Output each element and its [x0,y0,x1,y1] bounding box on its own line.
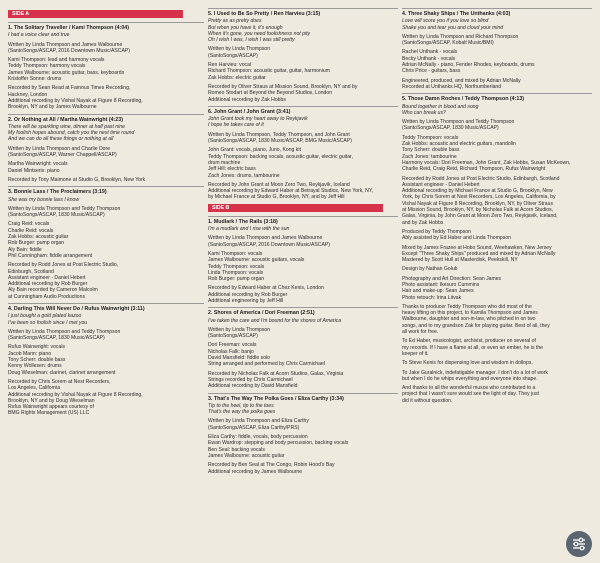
performer-credit: Rob Burger: pump organ [8,240,65,247]
performer-credit: Charlie Reid, Craig Reid, Richard Thompson, Rufus Wainwright [402,166,546,173]
recording-note: Recorded by Tony Maimone at Studio G, Brooklyn, New York [8,176,146,183]
performer-credit: Tony Scherr: double bass [402,147,460,154]
credit-line: Photo retouch: Irina Litvak [402,294,462,301]
credit-line: To Jake Guralnick, indefatigable manager. I don't do a lot of work [402,369,548,376]
performer-credit: Harmony vocals: Dori Freeman, John Grant, Zak Hobbs, Susan McKeown, [402,159,571,166]
recording-note: Additional recording by Edward Haber at Betrayal Studios, New York, NY, [208,188,373,195]
track-lyric: Who can break us? [402,109,446,116]
credit-line: Ably assisted by Ed Haber and Linda Thompson [402,235,511,242]
writing-credit: Written by Linda Thompson and Richard Thompson [402,33,519,40]
recording-note: and by Zak Hobbs [402,219,444,226]
track-lyric: Tip to the heel, tip to the toes [208,402,274,409]
track-title: 5. Those Damn Roches / Teddy Thompson (4:13) [402,96,525,103]
performer-credit: Dori Freeman: vocals [208,342,257,349]
recording-note: Additional recording by Vishal Nayak at Figure 8 Recording, [8,97,143,104]
writing-credit: Written by Linda Thompson and Teddy Thompson [402,119,515,126]
recording-note: Galax, Virginia, by John Grant at Moon Zero Two, Reykjavik, Iceland, [402,213,558,220]
writing-credit: (SantoSongs/ASCAP, 1830 Music/ASCAP) [8,335,105,342]
recording-note: Recorded by Sean Read at Famous Times Recording, [8,85,131,92]
track-title: 6. John Grant / John Grant (3:41) [208,108,291,115]
thanks-section [402,304,592,404]
track-lyric: John Grant took my heart away to Reykjavik [208,116,308,123]
performer-credit: Ewan Wardrop: stepping and body percussion, backing vocals [208,440,349,447]
track-lyric: Shake you and tear you and cloud your mind [402,24,504,31]
credit-line: Except "Three Shaky Ships" produced and mixed by Adrian McNally [402,250,556,257]
track-lyric: Oh I wish I was, I wish I was still pretty [208,37,295,44]
track-entry [208,106,398,201]
performer-credit: Jacob Mann: piano [8,350,52,357]
writing-credit: Written by Linda Thompson [208,46,271,53]
writing-credit: Written by Linda Thompson [208,326,271,333]
performer-credit: Zak Hobbs: acoustic and electric guitars, mandolin [402,141,516,148]
writing-credit: (SantoSongs/ASCAP, 1830 Music/ASCAP) [402,125,499,132]
performer-credit: Zach Jones: drums, tambourine [208,172,280,179]
recording-note: at Cunningham Audio Productions [8,293,86,300]
track-entry [208,216,398,305]
track-entry [402,8,592,90]
recording-note: by Michael France at Studio G, Brooklyn, NY, and by Jeff Hill [208,194,345,201]
track-title: 4. Three Shaky Ships / The Unthanks (4:03) [402,11,511,17]
track-entry [8,114,204,184]
credit-line: Hair and make-up: Sean James [402,288,474,295]
performer-credit: Aly Bain: fiddle [8,246,42,253]
writing-credit: (SantoSongs/ASCAP, 1830 Music/ASCAP, BMG Music/ASCAP) [208,138,352,145]
recording-note: Recorded by Edward Haber at Chez Kenis, London [208,285,324,292]
performer-credit: Nicholas Falk: banjo [208,348,254,355]
performer-credit: Ren Harvieu: vocal [208,62,252,69]
track-lyric: Pretty as as pretty does [208,18,262,25]
recording-note: Brooklyn, NY and by James Walbourne [8,104,97,111]
performer-credit: Kristoffer Sonne: drums [8,76,62,83]
performer-credit: Kami Thompson: lead and harmony vocals [8,57,105,64]
track-lyric: I'm a mudlark and I rise with the sun [208,226,290,233]
performer-credit: Rachel Unthank - vocals [402,49,458,56]
writing-credit: Written by Linda Thompson and Charlie Dore [8,145,111,152]
recording-note: Recorded at Unthanks HQ, Northumberland [402,83,502,90]
col3-tracks [402,8,592,226]
recording-note: Additional recording by Michael France at Studio G, Brooklyn, New [402,188,553,195]
performer-credit: Charlie Reid: vocals [8,227,54,234]
track-title: 5. I Used to Be So Pretty / Ren Harvieu (3:15) [208,11,321,17]
performer-credit: Becky Unthank - vocals [402,55,456,62]
performer-credit: James Walbourne: acoustic guitar [208,452,285,459]
recording-note: Additional recording by James Walbourne [208,468,303,475]
recording-note: at Mission Sound, Brooklyn, NY, by Nicholas Falk at Acorn Studios, [402,207,554,214]
performer-credit: Eliza Carthy: fiddle, vocals, body percussion [208,434,308,441]
credit-line: project that I wasn't sure would see the light of day. They just [402,391,539,398]
column-left [8,8,204,560]
writing-credit: Written by Linda Thompson and Teddy Thompson [8,328,121,335]
credit-line: To Ed Haber, musicologist, archivist, producer on several of [402,338,536,345]
performer-credit: John Grant: vocals, piano, Juno, Kong kit [208,147,301,154]
track-lyric: She was my bonnie lass I know [8,196,80,203]
performer-credit: Jeff Hill: electric bass [208,166,256,173]
writing-credit: (SantoSongs/ASCAP, 2016 Downtown Music/ASCAP) [8,47,130,54]
performer-credit: Craig Reid: vocals [8,221,50,228]
credit-line: Thanks to producer Teddy Thompson who did most of the [402,303,532,310]
track-lyric: There will be sparkling wine, dinner at half past nine [8,123,125,130]
writing-credit: Written by Linda Thompson and James Walbourne [208,235,323,242]
writing-credit: (SantoSongs/ASCAP, Warner Chappell/ASCAP) [8,152,117,159]
recording-note: York, by Chris Sorem at Nest Recorders, Los Angeles, California, by [402,194,556,201]
performer-credit: Zach Jones: tambourine [402,153,457,160]
track-title: 3. That's The Way The Polka Goes / Eliza Carthy (3:34) [208,395,344,402]
credit-line: Produced by Teddy Thompson [402,228,471,235]
performer-credit: Teddy Thompson: harmony vocals [8,63,86,70]
performer-credit: James Walbourne: acoustic guitar, bass, keyboards [8,69,125,76]
column-right [402,8,592,560]
track-title: 4. Darling This Will Never Do / Rufus Wainwright (3:11) [8,305,145,312]
recording-note: Brooklyn, NY and by Doug Wieselman [8,397,95,404]
track-lyric: When it's gone, you need foolishness not pity [208,30,311,37]
track-title: 2. Or Nothing at All / Martha Wainwright (4:23) [8,116,123,123]
writing-credit: (SantoSongs/ASCAP) [208,52,258,59]
writing-credit: (SantoSongs/ASCAP, 2016 Downtown Music/ASCAP) [208,241,330,248]
performer-credit: String arranged and performed by Chris Carmichael [208,361,325,368]
performer-credit: Rufus Wainwright: vocals [8,344,65,351]
recording-note: Additional recording by Vishal Nayak at Figure 8 Recording, [8,391,143,398]
performer-credit: David Mansfield: fiddle solo [208,355,271,362]
track-lyric: But when you have it, it's enough [208,24,283,31]
credit-line: Design by Nathan Golub [402,266,458,273]
credit-line: did it without question. [402,397,453,404]
recording-note: Recorded by Oliver Straus at Mission Sound, Brooklyn, NY and by [208,83,358,90]
writing-credit: (SantoSongs/ASCAP, Eliza Carthy/PRS) [208,424,300,431]
track-lyric: Bound together in blood and song [402,103,479,110]
track-lyric: I had a voice clear and true [8,32,70,39]
recording-note: Additional recording by David Mansfield [208,383,298,390]
performer-credit: Linda Thompson: vocals [208,269,264,276]
performer-credit: Martha Wainwright: vocals [8,161,68,168]
recording-note: Rufus Wainwright appears courtesy of [8,404,94,411]
recording-note: Hackney, London [8,91,48,98]
recording-note: Additional recording by Zak Hobbs [208,96,286,103]
credit-line: And thanks to all the wonderful musos who contributed to a [402,385,536,392]
performer-credit: Phil Cunningham: fiddle arrangement [8,252,93,259]
recording-note: Recorded by Ben Seal at The Congo, Robin Hood's Bay [208,462,335,469]
track-entry [8,22,204,111]
side-a-tracks [8,22,204,417]
track-lyric: And we can do all these things or nothing at all [8,136,114,143]
credit-line: my records. If I have a flame at all, or even an ember, he is the [402,344,543,351]
performer-credit: Teddy Thompson: vocals [208,263,265,270]
recording-note: Recorded by John Grant at Moon Zero Two, Reykjavik, Iceland [208,181,350,188]
recording-note: Aly Bain recorded by Cameron Malcolm [8,287,98,294]
column-middle [208,8,398,560]
credit-line: Photo assistant: Ikesuro Cummins [402,281,480,288]
performer-credit: Ben Seal: backing vocals [208,446,265,453]
recording-note: Additional recording by Rob Burger [8,281,88,288]
credit-line: Photography and Art Direction: Sean James [402,275,502,282]
credit-line: Mastered by Scott Hull at Masterdisk, Peekskill, NY [402,257,518,264]
track-lyric: I hope he takes care of it [208,122,264,129]
recording-note: Recorded by Rodd Jones at Post Electric Studio, Edinburgh, Scotland [402,175,560,182]
writing-credit: (SantoSongs/ASCAP, Kobalt Music/BMI) [402,40,494,47]
performer-credit: Teddy Thompson: backing vocals, acoustic guitar, electric guitar, [208,153,353,160]
track-lyric: Love will score you if you love so blind [402,18,489,25]
credit-line: To Steve Kenis for dispensing love and wisdom in dollops. [402,360,533,367]
writing-credit: Written by Linda Thompson, Teddy Thompson, and John Grant [208,131,350,138]
track-title: 1. The Solitary Traveller / Kami Thompson (4:04) [8,25,129,31]
performer-credit: Doug Wieselman: clarinet, clarinet arrangement [8,369,116,376]
recording-note: Edinburgh, Scotland [8,268,54,275]
side-b-label: SIDE B [208,204,383,212]
performer-credit: Zak Hobbs: electric guitar [208,74,266,81]
track-title: 2. Shores of America / Dori Freeman (2:51) [208,310,315,317]
side-a-label: SIDE A [8,10,183,18]
col2-tracks-a [208,8,398,201]
credit-line: Mixed by James Frazee at Hobo Sound, Weehawken, New Jersey [402,244,552,251]
recording-note: Assistant engineer - Daniel Hebert [8,274,86,281]
track-lyric: My foolish hopes abound, catch you the next time round [8,130,135,137]
recording-note: Strings recorded by Chris Carmichael [208,376,293,383]
recording-note: Recorded by Rodd Jones at Post Electric Studio, [8,262,119,269]
credit-line: keeper of it. [402,350,429,357]
writing-credit: (SantoSongs/ASCAP, 1830 Music/ASCAP) [8,212,105,219]
track-lyric: I've taken the care and I'm bound for the shores of America [208,317,342,324]
track-lyric: I've been so foolish since I met you [8,319,88,326]
performer-credit: Richard Thompson: acoustic guitar, guitar, harmonium [208,68,330,75]
performer-credit: Daniel Mintseris: piano [8,167,60,174]
track-entry [402,93,592,226]
track-lyric: That's the way the polka goes [208,409,276,416]
track-lyric: I just bought a gold plated kazoo [8,313,82,320]
credit-line: heavy lifting on this project, to Kamila Thompson and James [402,310,538,317]
track-entry [208,8,398,103]
credit-line: songs, and to my grandson Zak for playing guitar. Best of all, they [402,322,550,329]
track-entry [8,186,204,300]
recording-note: Los Angeles, California [8,385,61,392]
recording-note: Engineered, produced, and mixed by Adrian McNally [402,77,521,84]
performer-credit: Teddy Thompson: vocals [402,134,459,141]
recording-note: Recorded by Chris Sorem at Nest Recorders, [8,378,111,385]
recording-note: Vishal Nayak at Figure 8 Recording, Brooklyn, NY, by Oliver Straus [402,200,553,207]
recording-note: Assistant engineer - Daniel Hebert [402,181,480,188]
performer-credit: Kami Thompson: vocals [208,250,263,257]
recording-note: Recorded by Nicholas Falk at Acorn Studios, Galax, Virginia [208,370,344,377]
performer-credit: Zak Hobbs: acoustic guitar [8,234,69,241]
track-entry [8,303,204,417]
col2-tracks-b [208,216,398,475]
sliders-icon[interactable] [566,531,592,557]
track-title: 3. Bonnie Lass / The Proclaimers (3:19) [8,189,107,196]
credit-line: but when I do he whips everything and everyone into shape. [402,375,538,382]
performer-credit: Adrian McNally - piano, Fender Rhodes, keyboards, drums [402,62,535,69]
performer-credit: Rob Burger: pump organ [208,276,265,283]
performer-credit: drum machine [208,159,241,166]
production-credits [402,229,592,301]
track-entry [208,307,398,389]
performer-credit: James Walbourne: acoustic guitars, vocals [208,257,305,264]
recording-note: BMG Rights Management (US) LLC [8,410,90,417]
track-title: 1. Mudlark / The Rails (3:18) [208,218,278,225]
writing-credit: (SantoSongs/ASCAP) [208,333,258,340]
performer-credit: Chris Price - guitars, bass [402,68,461,75]
writing-credit: Written by Linda Thompson and Teddy Thompson [8,205,121,212]
recording-note: Romeo Stodart at Beyond the Beyond Studios, London [208,90,333,97]
track-entry [208,393,398,475]
recording-note: Additional engineering by Jeff Hill [208,297,284,304]
recording-note: Additional recording by Rob Burger [208,291,288,298]
writing-credit: Written by Linda Thompson and Eliza Carthy [208,418,309,425]
credit-line: all work for free. [402,329,439,336]
writing-credit: Written by Linda Thompson and James Walbourne [8,41,123,48]
credit-line: Walbourne, daughter and son-in-law, who pitched in on two [402,316,536,323]
performer-credit: Kenny Wollesen: drums [8,363,62,370]
performer-credit: Tony Scherr: double bass [8,357,66,364]
